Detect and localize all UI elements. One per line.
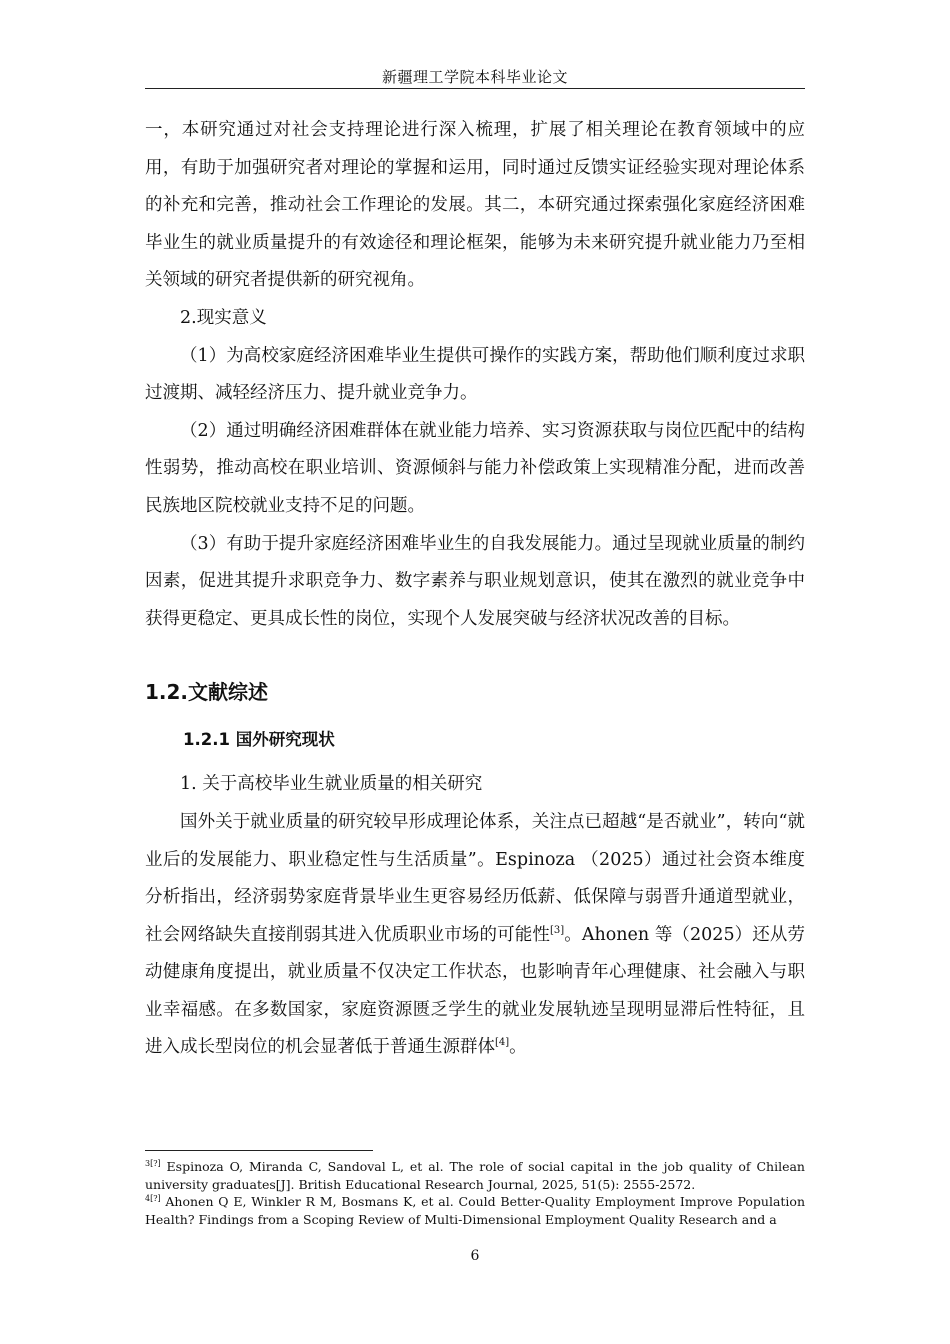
- citation-ref-4[interactable]: [4]: [495, 1037, 510, 1049]
- footnote-4: [145, 1193, 805, 1228]
- footnote-mark: 4[?]: [145, 1193, 161, 1203]
- paragraph-text: 。Ahonen 等（2025）还从劳动健康角度提出，就业质量不仅决定工作状态，也影响青年心理健康、社会融入与职业幸福感。在多数国家，家庭资源匮乏学生的就业发展轨迹呈现明显滞后性特征，且进入成长型岗位的机会显著低于普通生源群体: [145, 924, 805, 1058]
- footnotes: [145, 1158, 805, 1228]
- footnote-mark: 3[?]: [145, 1158, 161, 1168]
- page-number: 6: [470, 1248, 480, 1264]
- footnote-text: Ahonen Q E, Winkler R M, Bosmans K, et al. Could Better-Quality Employment Improve Population Health? Findings from a Scoping Review of Multi-Dimensional Employment Quality Research and a: [145, 1194, 805, 1227]
- running-header: 新疆理工学院本科毕业论文: [381, 68, 568, 86]
- footnote-rule: [145, 1150, 373, 1151]
- paragraph-theory-significance: 一，本研究通过对社会支持理论进行深入梳理，扩展了相关理论在教育领域中的应用，有助于加强研究者对理论的掌握和运用，同时通过反馈实证经验实现对理论体系的补充和完善，推动社会工作理论的发展。其二，本研究通过探索强化家庭经济困难毕业生的就业质量提升的有效途径和理论框架，能够为未来研究提升就业能力乃至相关领域的研究者提供新的研究视角。: [145, 120, 805, 291]
- subheading-practical-significance: 2.现实意义: [180, 307, 267, 328]
- footnote-3: [145, 1158, 805, 1193]
- subsection-heading-foreign-research: 1.2.1 国外研究现状: [183, 730, 335, 750]
- topic-heading-employment-quality: 1. 关于高校毕业生就业质量的相关研究: [180, 774, 483, 795]
- footnote-text: Espinoza O, Miranda C, Sandoval L, et al. The role of social capital in the job quality of Chilean university graduates[J]. British Educational Research Journal, 2025, 51(5): 2555-2572.: [145, 1159, 805, 1192]
- section-heading-literature-review: 1.2.文献综述: [145, 680, 269, 705]
- citation-ref-3[interactable]: [3]: [549, 924, 565, 936]
- paragraph-item-1: （1）为高校家庭经济困难毕业生提供可操作的实践方案，帮助他们顺利度过求职过渡期、减轻经济压力、提升就业竞争力。: [145, 345, 805, 404]
- paragraph-item-3: （3）有助于提升家庭经济困难毕业生的自我发展能力。通过呈现就业质量的制约因素，促进其提升求职竞争力、数字素养与职业规划意识，使其在激烈的就业竞争中获得更稳定、更具成长性的岗位，实现个人发展突破与经济状况改善的目标。: [145, 533, 805, 629]
- paragraph-item-2: （2）通过明确经济困难群体在就业能力培养、实习资源获取与岗位匹配中的结构性弱势，推动高校在职业培训、资源倾斜与能力补偿政策上实现精准分配，进而改善民族地区院校就业支持不足的问题。: [145, 420, 805, 516]
- paragraph-text: 。: [509, 1037, 527, 1058]
- header-rule: [145, 88, 805, 89]
- paragraph-text: 国外关于就业质量的研究较早形成理论体系，关注点已超越“是否就业”，转向“就业后的发展能力、职业稳定性与生活质量”。Espinoza （2025）通过社会资本维度分析指出，经济弱势家庭背景毕业生更容易经历低薪、低保障与弱晋升通道型就业，社会网络缺失直接削弱其进入优质职业市场的可能性: [145, 811, 805, 945]
- body-text: [145, 112, 805, 1067]
- paragraph-foreign-research: [145, 804, 805, 1067]
